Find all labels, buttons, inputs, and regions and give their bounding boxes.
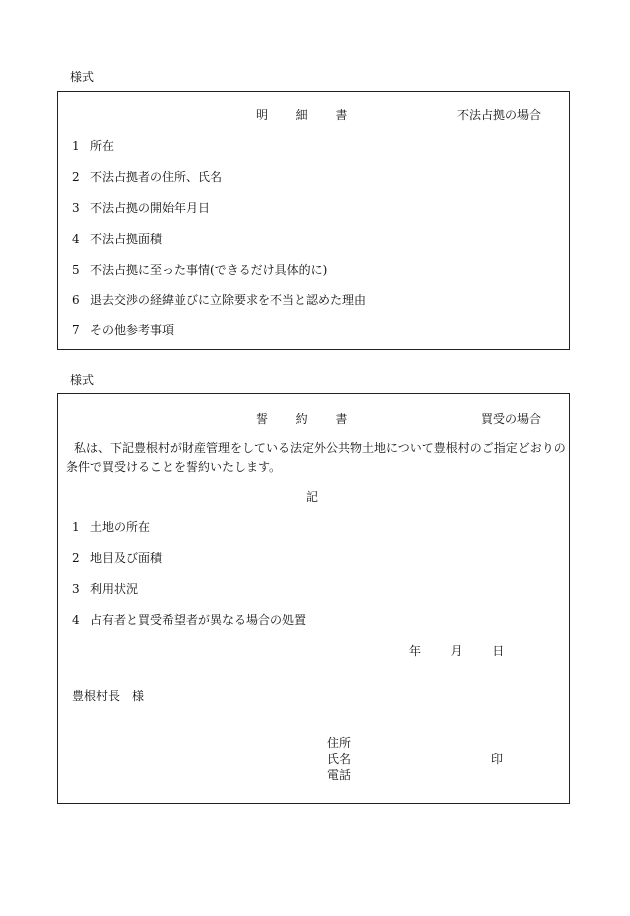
form1-item-2 [72,168,222,185]
form2-item-1-text: 土地の所在 [90,520,151,534]
form1-item-2-text: 不法占拠者の住所、氏名 [90,170,223,184]
form2-item-4 [72,611,306,628]
form1-style-label: 様式 [70,70,95,84]
form1-item-4-num: 4 [72,232,80,246]
form1-box [57,91,570,350]
form1-title [256,106,347,123]
form1-item-6 [72,291,366,308]
form1-item-2-num: 2 [72,170,80,184]
form1-title-char-2: 細 [295,108,308,122]
form2-item-1 [72,518,150,535]
phone-label: 電話 [327,768,352,782]
date-year: 年 [409,644,422,658]
form1-item-5-num: 5 [72,263,80,277]
form1-item-7-num: 7 [72,323,80,337]
form2-item-1-num: 1 [72,520,80,534]
form2-item-3-text: 利用状況 [90,582,139,596]
form2-item-2-num: 2 [72,551,80,565]
form2-style-label: 様式 [70,373,95,387]
form2-title-char-2: 約 [295,412,308,426]
form2-item-4-text: 占有者と買受希望者が異なる場合の処置 [90,613,307,627]
form2-item-3-num: 3 [72,582,80,596]
form1-title-char-3: 書 [335,108,348,122]
form2-case-label: 買受の場合 [481,412,542,426]
form1-item-5-text: 不法占拠に至った事情(できるだけ具体的に) [90,263,328,277]
form2-item-4-num: 4 [72,613,80,627]
form1-item-4-text: 不法占拠面積 [90,232,163,246]
form2-title-char-3: 書 [335,412,348,426]
form1-item-1 [72,137,114,154]
form1-item-5 [72,261,327,278]
form1-item-3-text: 不法占拠の開始年月日 [90,201,211,215]
form1-item-7 [72,321,174,338]
form2-title [256,410,347,427]
address-label: 住所 [327,736,352,750]
form2-item-2 [72,549,162,566]
ki-heading: 記 [306,490,319,504]
form2-title-char-1: 誓 [256,412,269,426]
form1-item-7-text: その他参考事項 [90,323,175,337]
form2-item-3 [72,580,138,597]
form1-item-4 [72,230,162,247]
form1-item-3 [72,199,210,216]
seal-mark: 印 [491,752,504,766]
form2-item-2-text: 地目及び面積 [90,551,163,565]
date-line [409,642,504,659]
date-month: 月 [450,644,463,658]
date-day: 日 [492,644,505,658]
name-label: 氏名 [327,752,352,766]
pledge-paragraph: 私は、下記豊根村が財産管理をしている法定外公共物土地について豊根村のご指定どおりの条件で買受けることを誓約いたします。 [66,441,566,474]
form1-item-1-text: 所在 [90,139,115,153]
form1-item-6-num: 6 [72,293,80,307]
form1-case-label: 不法占拠の場合 [457,108,542,122]
form1-title-char-1: 明 [256,108,269,122]
form1-item-1-num: 1 [72,139,80,153]
form2-box [57,393,570,804]
form1-item-6-text: 退去交渉の経緯並びに立除要求を不当と認めた理由 [90,293,367,307]
addressee: 豊根村長 様 [72,689,145,703]
form1-item-3-num: 3 [72,201,80,215]
